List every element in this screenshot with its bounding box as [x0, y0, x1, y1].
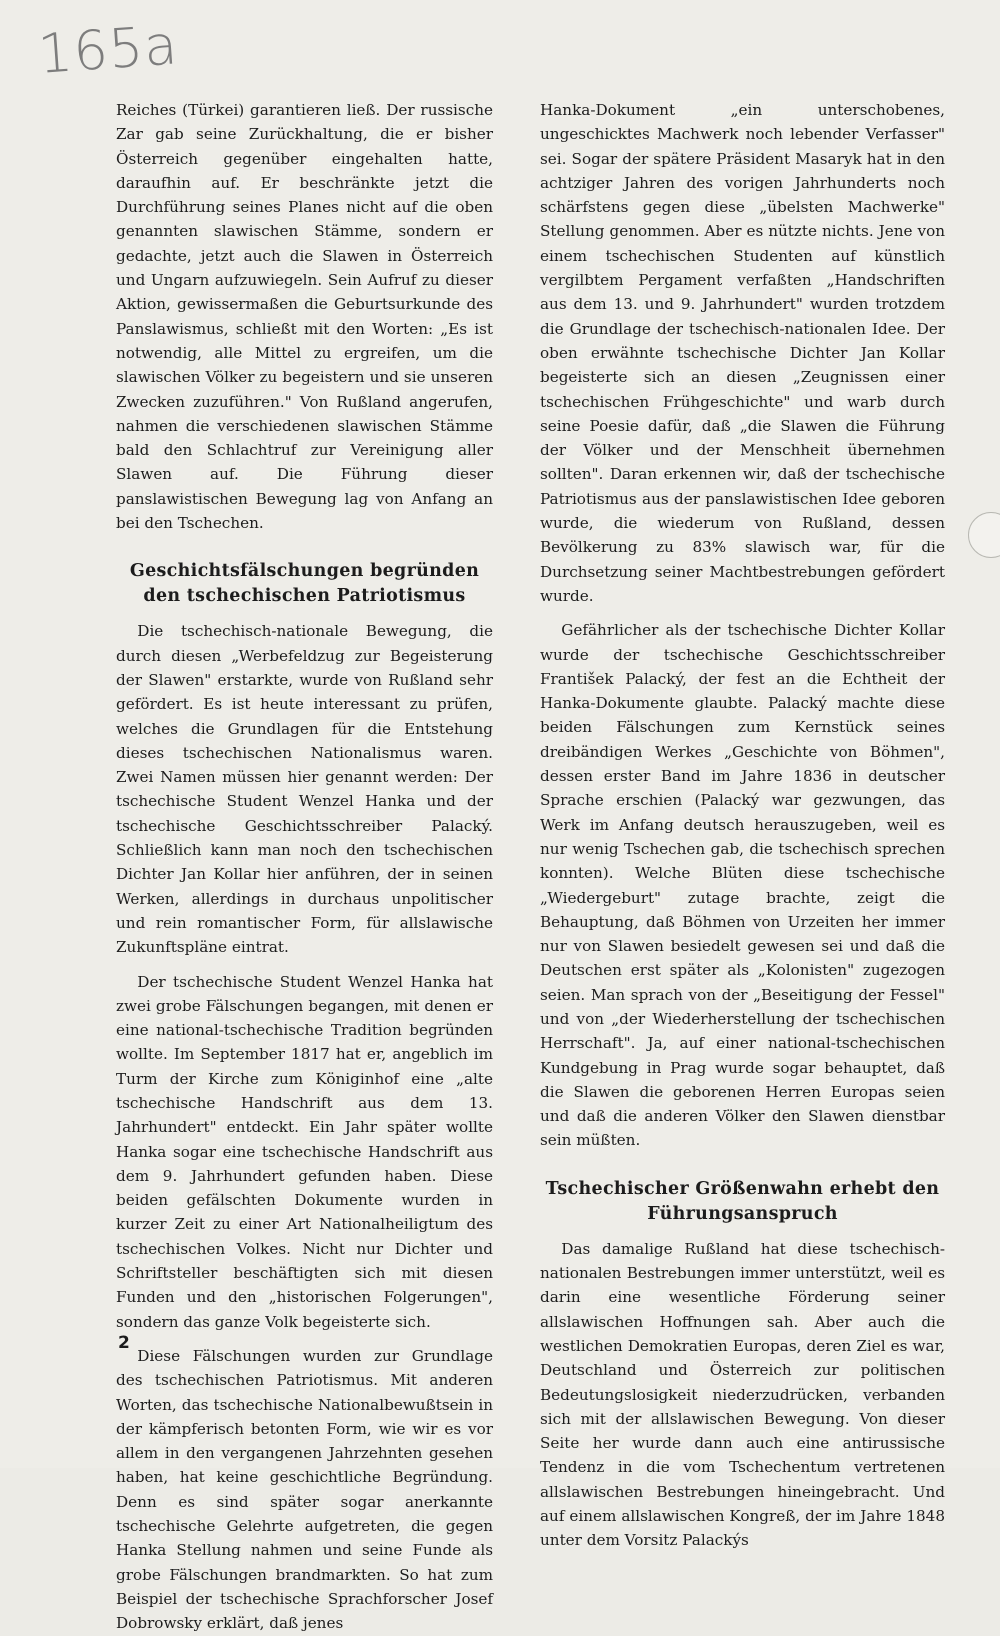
archive-number-mark: 165a	[35, 13, 181, 86]
left-paragraph-3: Der tschechische Student Wenzel Hanka hat zwei grobe Fälschungen begangen, mit denen er eine national-tschechische Tradition begründen wollte. Im September 1817 hat er, angeblich im Turm der Kirche zum Königinhof eine „alte tschechische Handschrift aus dem 13. Jahrhundert" entdeckt. Ein Jahr später wollte Hanka sogar eine tschechische Handschrift aus dem 9. Jahrhundert gefunden haben. Diese beiden gefälschten Dokumente wurden in kurzer Zeit zu einer Art Nationalheiligtum des tschechischen Volkes. Nicht nur Dichter und Schriftsteller beschäftigten sich mit diesen Funden und den „historischen Folgerungen", sondern das ganze Volk begeisterte sich.	[116, 972, 493, 1331]
left-paragraph-1: Reiches (Türkei) garantieren ließ. Der russische Zar gab seine Zurückhaltung, die er bisher Österreich gegenüber eingehalten hatte, daraufhin auf. Er beschränkte jetzt die Durchführung seines Planes nicht auf die oben genannten slawischen Stämme, sondern er gedachte, jetzt auch die Slawen in Österreich und Ungarn aufzuwiegeln. Sein Aufruf zu dieser Aktion, gewissermaßen die Geburtsurkunde des Panslawismus, schließt mit den Worten: „Es ist notwendig, alle Mittel zu ergreifen, um die slawischen Völker zu begeistern und sie unseren Zwecken zuzuführen." Von Rußland angerufen, nahmen die verschiedenen slawischen Stämme bald den Schlachtruf zur Vereinigung aller Slawen auf. Die Führung dieser panslawistischen Bewegung lag von Anfang an bei den Tschechen.	[116, 101, 493, 533]
right-section-heading: Tschechischer Größenwahn erhebt den Führungsanspruch	[545, 1178, 940, 1224]
left-column	[116, 98, 493, 1636]
left-paragraph-2: Die tschechisch-nationale Bewegung, die durch diesen „Werbefeldzug zur Begeisterung der Slawen" erstarkte, wurde von Rußland sehr gefördert. Es ist heute interessant zu prüfen, welches die Grundlagen für die Entstehung dieses tschechischen Nationalismus waren. Zwei Namen müssen hier genannt werden: Der tschechische Student Wenzel Hanka und der tschechische Geschichtsschreiber Palacký. Schließlich kann man noch den tschechischen Dichter Jan Kollar hier anführen, der in seinen Werken, allerdings in durchaus unpolitischer und rein romantischer Form, für allslawische Zukunftspläne eintrat.	[116, 622, 493, 957]
page-number: 2	[118, 1333, 130, 1353]
left-paragraph-4: Diese Fälschungen wurden zur Grundlage des tschechischen Patriotismus. Mit anderen Worten, das tschechische Nationalbewußtsein in der kämpferisch betonten Form, wie wir es vor allem in den vergangenen Jahrzehnten gesehen haben, hat keine geschichtliche Begründung. Denn es sind später sogar anerkannte tschechische Gelehrte aufgetreten, die gegen Hanka Stellung nahmen und seine Funde als grobe Fälschungen brandmarkten. So hat zum Beispiel der tschechische Sprachforscher Josef Dobrowsky erklärt, daß jenes	[116, 1346, 493, 1633]
right-paragraph-3: Das damalige Rußland hat diese tschechisch-nationalen Bestrebungen immer unterstützt, weil es darin eine wesentliche Förderung seiner allslawischen Hoffnungen sah. Aber auch die westlichen Demokratien Europas, deren Ziel es war, Deutschland und Österreich zur politischen Bedeutungslosigkeit niederzudrücken, verbanden sich mit der allslawischen Bewegung. Von dieser Seite her wurde dann auch eine antirussische Tendenz in die vom Tschechentum vertretenen allslawischen Bestrebungen hineingebracht. Und auf einem allslawischen Kongreß, der im Jahre 1848 unter dem Vorsitz Palackýs	[540, 1239, 945, 1550]
left-section-heading: Geschichtsfälschungen begründen den tschechischen Patriotismus	[129, 561, 480, 607]
punch-hole	[968, 512, 1000, 558]
right-paragraph-2: Gefährlicher als der tschechische Dichter Kollar wurde der tschechische Geschichtsschreiber František Palacký, der fest an die Echtheit der Hanka-Dokumente glaubte. Palacký machte diese beiden Fälschungen zum Kernstück seines dreibändigen Werkes „Geschichte von Böhmen", dessen erster Band im Jahre 1836 in deutscher Sprache erschien (Palacký war gezwungen, das Werk im Anfang deutsch herauszugeben, weil es nur wenig Tschechen gab, die tschechisch sprechen konnten). Welche Blüten diese tschechische „Wiedergeburt" zutage brachte, zeigt die Behauptung, daß Böhmen von Urzeiten her immer nur von Slawen besiedelt gewesen sei und daß die Deutschen erst später als „Kolonisten" zugezogen seien. Man sprach von der „Beseitigung der Fessel" und von „der Wiederherstellung der tschechischen Herrschaft". Ja, auf einer national-tschechischen Kundgebung in Prag wurde sogar behauptet, daß die Slawen die geborenen Herren Europas seien und daß die anderen Völker den Slawen dienstbar sein müßten.	[540, 621, 945, 1150]
right-column	[540, 98, 945, 1553]
right-paragraph-1: Hanka-Dokument „ein unterschobenes, ungeschicktes Machwerk noch lebender Verfasser" sei. Sogar der spätere Präsident Masaryk hat in den achtziger Jahren des vorigen Jahrhunderts noch schärfstens gegen diese „übelsten Machwerke" Stellung genommen. Aber es nützte nichts. Jene von einem tschechischen Studenten auf künstlich vergilbtem Pergament verfaßten „Handschriften aus dem 13. und 9. Jahrhundert" wurden trotzdem die Grundlage der tschechisch-nationalen Idee. Der oben erwähnte tschechische Dichter Jan Kollar begeisterte sich an diesen „Zeugnissen einer tschechischen Frühgeschichte" und warb durch seine Poesie dafür, daß „die Slawen die Führung der Völker und der Menschheit übernehmen sollten". Daran erkennen wir, daß der tschechische Patriotismus aus der panslawistischen Idee geboren wurde, die wiederum von Rußland, dessen Bevölkerung zu 83% slawisch war, für die Durchsetzung seiner Machtbestrebungen gefördert wurde.	[540, 101, 945, 605]
